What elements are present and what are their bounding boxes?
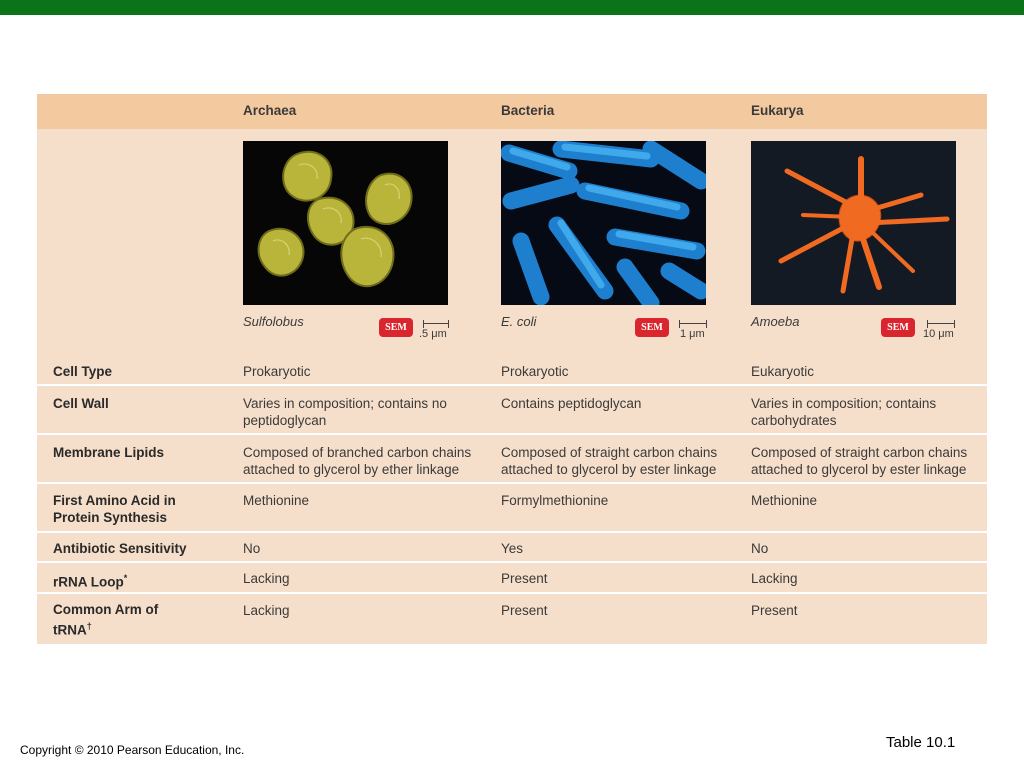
bacteria-scale-bar bbox=[679, 320, 707, 328]
row-divider bbox=[37, 433, 987, 435]
cell-eukarya-antibiotic-sensitivity: No bbox=[751, 541, 769, 556]
archaea-image-caption: Sulfolobus bbox=[243, 314, 304, 329]
cell-bacteria-cell-type: Prokaryotic bbox=[501, 364, 569, 379]
cell-bacteria-rrna-loop: Present bbox=[501, 571, 548, 586]
column-header-eukarya: Eukarya bbox=[751, 103, 804, 118]
archaea-micrograph-icon bbox=[243, 141, 448, 305]
top-accent-bar bbox=[0, 0, 1024, 15]
footnote-mark: † bbox=[86, 621, 92, 631]
bacteria-scale-label: 1 μm bbox=[680, 328, 705, 340]
footnote-mark: * bbox=[123, 573, 128, 583]
cell-bacteria-antibiotic-sensitivity: Yes bbox=[501, 541, 524, 556]
eukarya-micrograph-icon bbox=[751, 141, 956, 305]
eukarya-scale-bar bbox=[927, 320, 955, 328]
cell-eukarya-cell-wall: Varies in composition; contains carbohydrates bbox=[751, 396, 937, 428]
row-divider bbox=[37, 592, 987, 594]
bacteria-image-caption: E. coli bbox=[501, 314, 537, 329]
eukarya-scale-label: 10 μm bbox=[923, 328, 954, 340]
eukarya-image-caption: Amoeba bbox=[751, 314, 800, 329]
copyright-text: Copyright © 2010 Pearson Education, Inc. bbox=[20, 743, 245, 757]
archaea-scale-label: .5 μm bbox=[419, 328, 447, 340]
row-divider bbox=[37, 561, 987, 563]
row-label-common-arm-trna: Common Arm of tRNA† bbox=[53, 602, 159, 638]
cell-bacteria-cell-wall: Contains peptidoglycan bbox=[501, 396, 642, 411]
cell-bacteria-first-amino-acid: Formylmethionine bbox=[501, 493, 609, 508]
table-number-label: Table 10.1 bbox=[886, 734, 956, 751]
row-divider bbox=[37, 531, 987, 533]
cell-archaea-rrna-loop: Lacking bbox=[243, 571, 290, 586]
cell-archaea-antibiotic-sensitivity: No bbox=[243, 541, 261, 556]
row-divider bbox=[37, 384, 987, 386]
cell-eukarya-common-arm-trna: Present bbox=[751, 603, 798, 618]
comparison-table bbox=[37, 94, 987, 644]
row-label-first-amino-acid: First Amino Acid in Protein Synthesis bbox=[53, 493, 176, 525]
cell-archaea-cell-type: Prokaryotic bbox=[243, 364, 311, 379]
cell-eukarya-first-amino-acid: Methionine bbox=[751, 493, 818, 508]
row-label-cell-type: Cell Type bbox=[53, 364, 113, 379]
archaea-sem-badge: SEM bbox=[379, 318, 413, 337]
eukarya-sem-badge: SEM bbox=[881, 318, 915, 337]
row-label-rrna-loop: rRNA Loop* bbox=[53, 573, 128, 590]
row-label-membrane-lipids: Membrane Lipids bbox=[53, 445, 165, 460]
cell-eukarya-rrna-loop: Lacking bbox=[751, 571, 798, 586]
row-label-antibiotic-sensitivity: Antibiotic Sensitivity bbox=[53, 541, 187, 556]
cell-archaea-first-amino-acid: Methionine bbox=[243, 493, 310, 508]
cell-bacteria-common-arm-trna: Present bbox=[501, 603, 548, 618]
cell-archaea-membrane-lipids: Composed of branched carbon chains attached to glycerol by ether linkage bbox=[243, 445, 472, 477]
cell-eukarya-cell-type: Eukaryotic bbox=[751, 364, 815, 379]
archaea-scale-bar bbox=[423, 320, 449, 328]
table-header-row bbox=[37, 94, 987, 129]
cell-eukarya-membrane-lipids: Composed of straight carbon chains attached to glycerol by ester linkage bbox=[751, 445, 968, 477]
cell-archaea-common-arm-trna: Lacking bbox=[243, 603, 290, 618]
row-divider bbox=[37, 482, 987, 484]
row-label-cell-wall: Cell Wall bbox=[53, 396, 109, 411]
bacteria-sem-badge: SEM bbox=[635, 318, 669, 337]
column-header-archaea: Archaea bbox=[243, 103, 297, 118]
column-header-bacteria: Bacteria bbox=[501, 103, 555, 118]
cell-bacteria-membrane-lipids: Composed of straight carbon chains attached to glycerol by ester linkage bbox=[501, 445, 718, 477]
cell-archaea-cell-wall: Varies in composition; contains no peptidoglycan bbox=[243, 396, 447, 428]
bacteria-micrograph-icon bbox=[501, 141, 706, 305]
